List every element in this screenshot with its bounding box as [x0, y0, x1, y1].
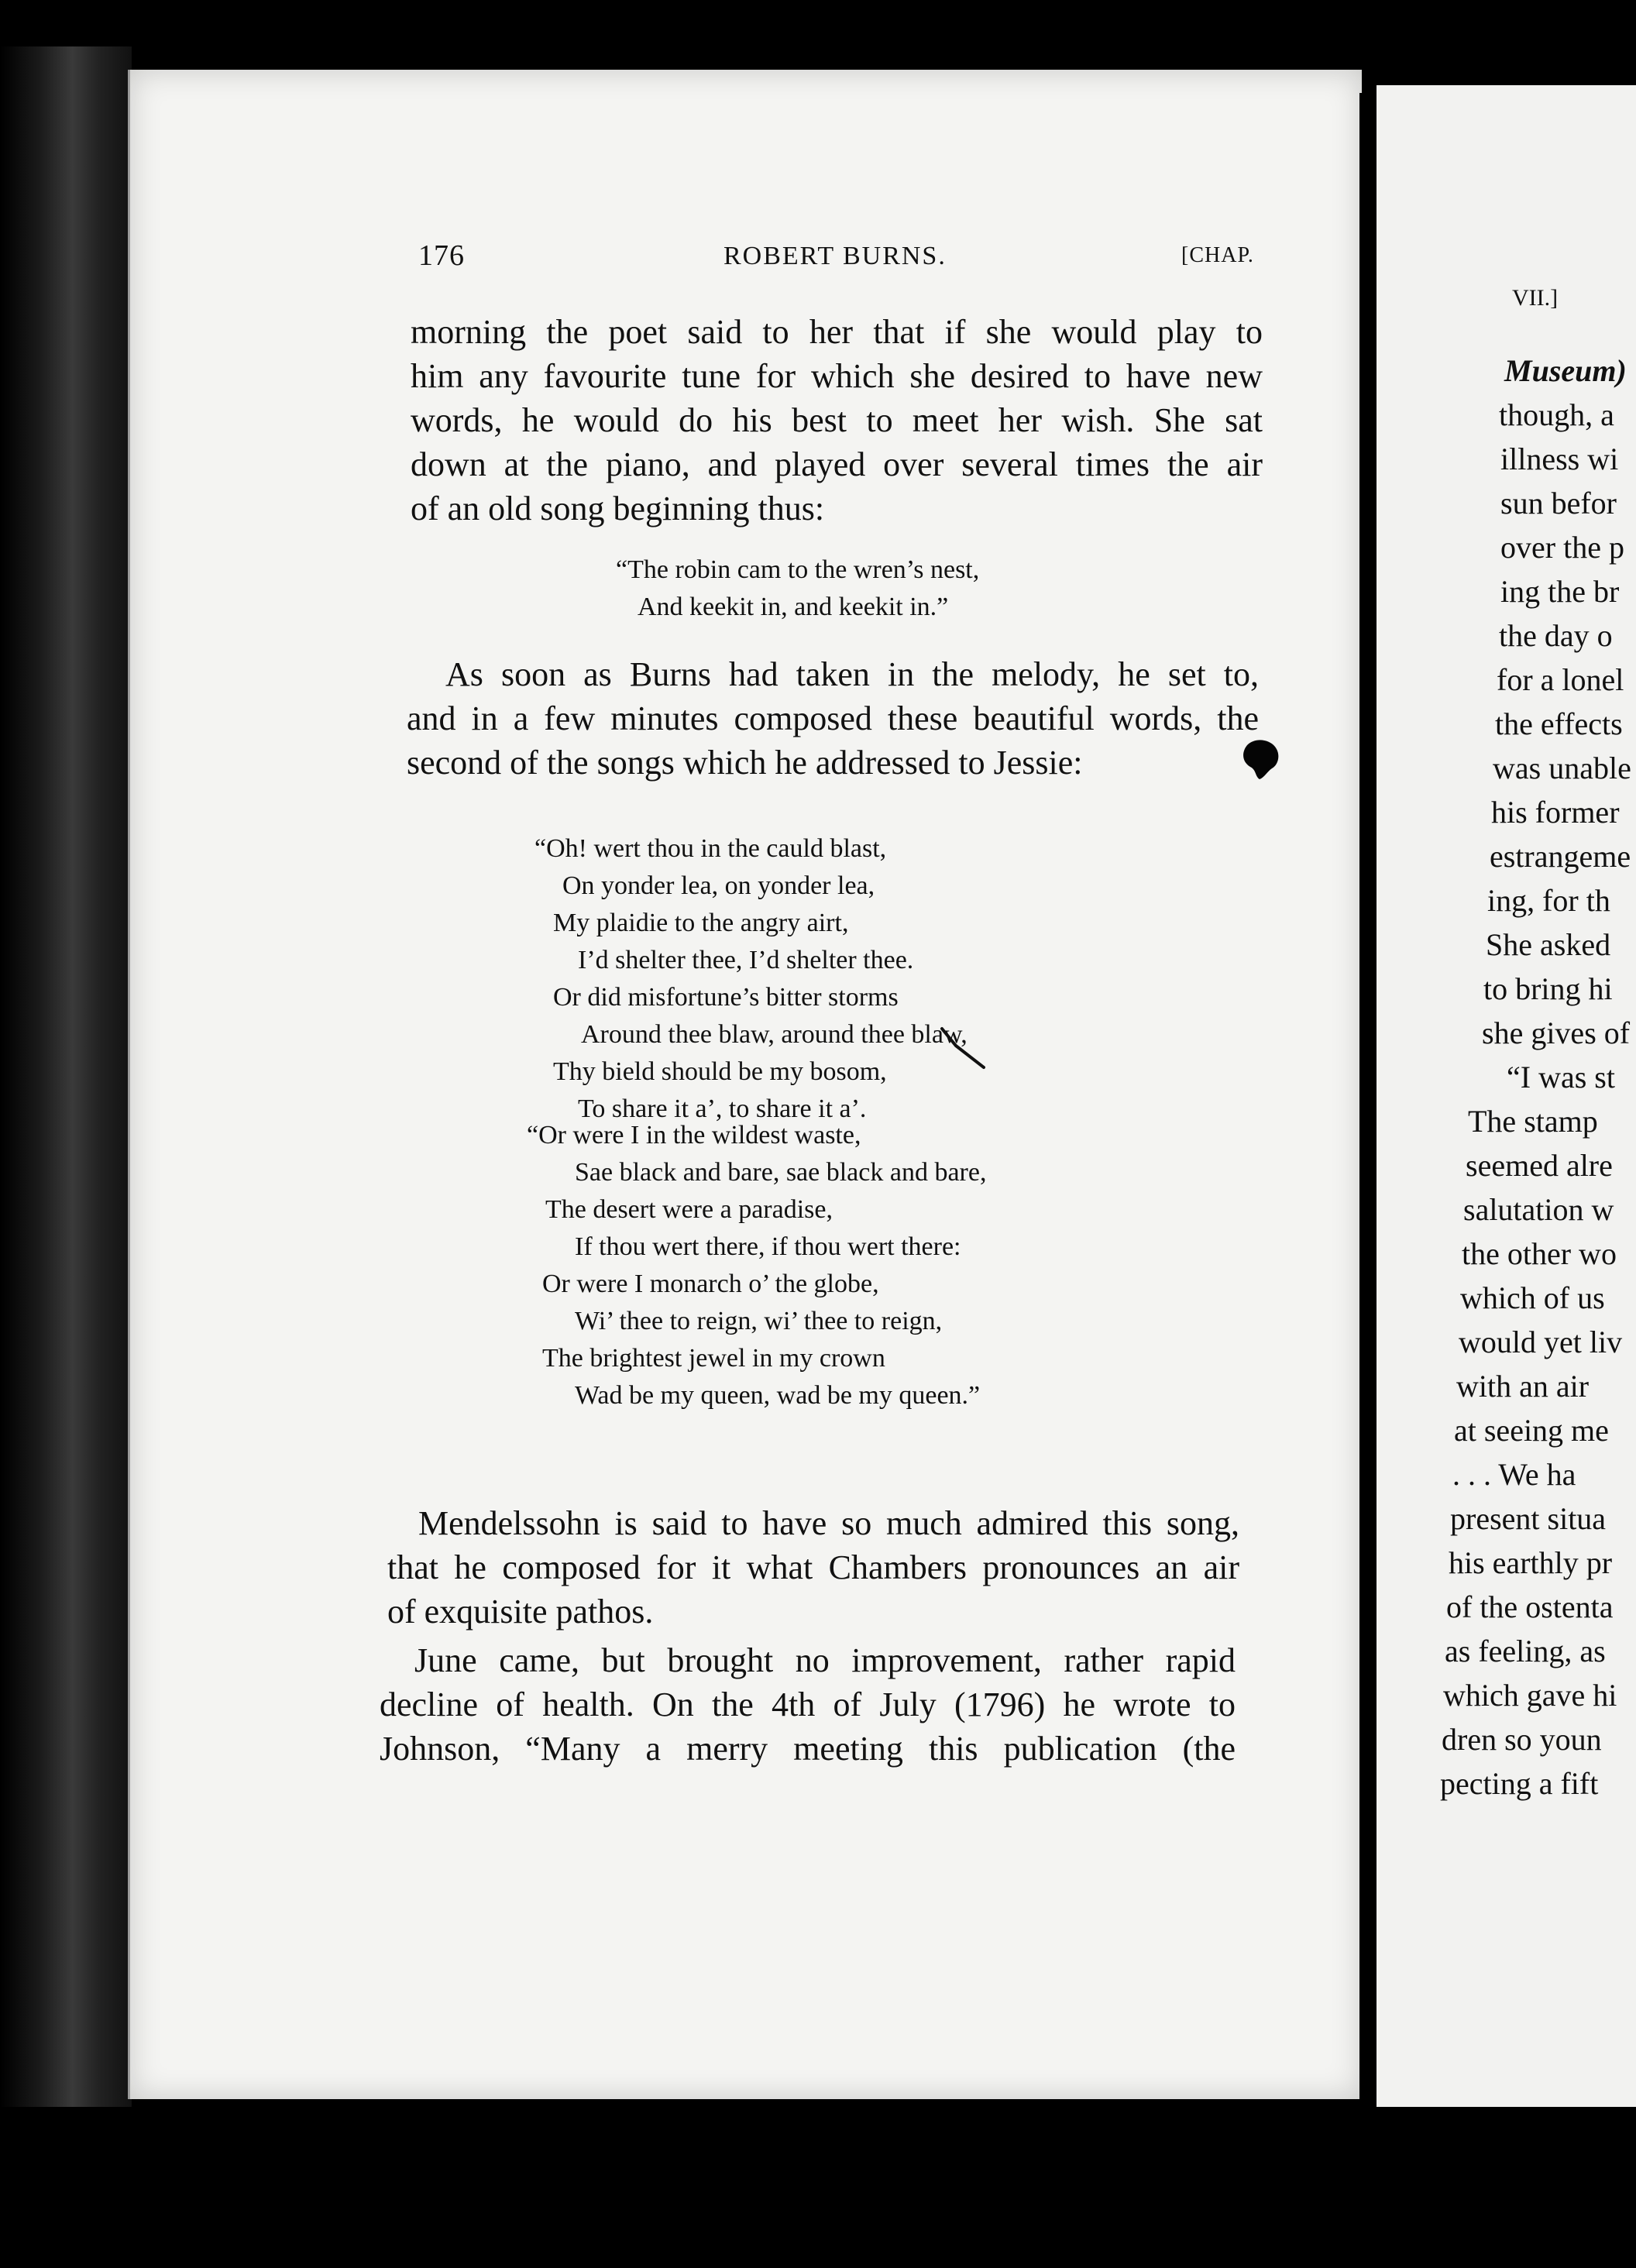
text-line: morning the poet said to her that if she would play to	[411, 313, 1263, 351]
book-spine-edge	[0, 46, 132, 2138]
poem-stanza-2	[527, 1117, 986, 1414]
verse-line: Or did misfortune’s bitter storms	[553, 983, 899, 1012]
text-line: and in a few minutes composed these beautiful words, the	[407, 699, 1259, 737]
verse-line: My plaidie to the angry airt,	[553, 909, 849, 937]
text-line: which of us	[1460, 1280, 1605, 1315]
text-line: estrangeme	[1490, 839, 1631, 874]
text-line: down at the piano, and played over several times the air	[411, 445, 1263, 483]
text-line: at seeing me	[1454, 1413, 1609, 1448]
text-line: the effects	[1495, 706, 1623, 741]
right-chapter-marker: VII.]	[1512, 285, 1559, 311]
text-line: “I was st	[1507, 1060, 1615, 1094]
verse-line: “The robin cam to the wren’s nest,	[616, 555, 980, 584]
text-line: over the p	[1500, 530, 1624, 565]
verse-line: On yonder lea, on yonder lea,	[562, 871, 875, 900]
verse-line: The desert were a paradise,	[545, 1195, 833, 1224]
poem-stanza-1	[534, 830, 968, 1128]
verse-line: Wad be my queen, wad be my queen.”	[575, 1381, 981, 1410]
verse-line: The brightest jewel in my crown	[542, 1344, 885, 1373]
text-line: to bring hi	[1483, 971, 1613, 1006]
text-line: of the ostenta	[1446, 1589, 1614, 1624]
verse-line: To share it a’, to share it a’.	[578, 1094, 867, 1123]
text-line: of exquisite pathos.	[387, 1593, 654, 1631]
paragraph-2	[407, 652, 1259, 785]
text-line: would yet liv	[1459, 1325, 1623, 1359]
text-line: sun befor	[1500, 486, 1617, 521]
verse-line: Around thee blaw, around thee blaw,	[581, 1020, 968, 1049]
text-line: illness wi	[1500, 442, 1619, 476]
text-line: which gave hi	[1443, 1678, 1617, 1713]
paragraph-3	[387, 1501, 1239, 1634]
text-line: pecting a fift	[1440, 1766, 1599, 1801]
text-line: for a lonel	[1497, 662, 1624, 697]
text-line: salutation w	[1463, 1192, 1614, 1227]
text-line: as feeling, as	[1445, 1634, 1606, 1668]
text-line: Museum)	[1504, 353, 1627, 388]
text-line: though, a	[1499, 397, 1614, 432]
text-line: words, he would do his best to meet her wish. She sat	[411, 401, 1263, 439]
paragraph-1	[411, 310, 1263, 531]
text-line: ing, for th	[1487, 883, 1610, 918]
text-line: that he composed for it what Chambers pronounces an air	[387, 1548, 1239, 1586]
pencil-tick-mark	[937, 1024, 992, 1070]
text-line: Mendelssohn is said to have so much admired this song,	[418, 1504, 1239, 1542]
verse-line: Thy bield should be my bosom,	[553, 1057, 887, 1086]
text-line: The stamp	[1468, 1104, 1598, 1139]
text-line: second of the songs which he addressed to Jessie:	[407, 744, 1083, 782]
verse-line: “Or were I in the wildest waste,	[527, 1121, 861, 1149]
verse-line: And keekit in, and keekit in.”	[638, 593, 949, 621]
chapter-marker: [CHAP.	[1181, 243, 1254, 267]
text-line: As soon as Burns had taken in the melody, he set to,	[445, 655, 1259, 693]
verse-line: Sae black and bare, sae black and bare,	[575, 1158, 987, 1187]
verse-line: If thou wert there, if thou wert there:	[575, 1232, 961, 1261]
page-number: 176	[418, 239, 465, 272]
verse-line: Or were I monarch o’ the globe,	[542, 1270, 879, 1298]
text-line: his former	[1491, 795, 1620, 830]
text-line: she gives of	[1482, 1015, 1631, 1050]
verse-line: “Oh! wert thou in the cauld blast,	[534, 834, 887, 863]
running-title: ROBERT BURNS.	[723, 242, 947, 270]
text-line: decline of health. On the 4th of July (1796) he wrote to	[380, 1686, 1236, 1723]
ink-blot-mark	[1241, 737, 1281, 781]
book-gutter	[1359, 93, 1377, 2184]
paragraph-4	[380, 1638, 1236, 1771]
text-line: June came, but brought no improvement, rather rapid	[414, 1641, 1236, 1679]
text-line: ing the br	[1500, 574, 1620, 609]
right-page	[1377, 85, 1636, 2138]
text-line: the other wo	[1462, 1236, 1617, 1271]
text-line: was unable	[1493, 751, 1631, 785]
text-line: seemed alre	[1466, 1148, 1613, 1183]
text-line: . . . We ha	[1452, 1457, 1576, 1492]
verse-line: Wi’ thee to reign, wi’ thee to reign,	[575, 1307, 943, 1335]
scan-bottom-edge	[0, 2107, 1636, 2268]
text-line: the day o	[1499, 618, 1613, 653]
text-line: his earthly pr	[1449, 1545, 1613, 1580]
text-line: Johnson, “Many a merry meeting this publication (the	[380, 1730, 1236, 1768]
text-line: dren so youn	[1442, 1722, 1602, 1757]
quoted-verse	[616, 552, 979, 626]
verse-line: I’d shelter thee, I’d shelter thee.	[578, 946, 914, 974]
text-line: of an old song beginning thus:	[411, 490, 825, 527]
text-line: him any favourite tune for which she desired to have new	[411, 357, 1263, 395]
text-line: with an air	[1456, 1369, 1590, 1404]
running-head	[418, 239, 1270, 277]
text-line: present situa	[1450, 1501, 1607, 1536]
text-line: She asked	[1486, 927, 1611, 962]
